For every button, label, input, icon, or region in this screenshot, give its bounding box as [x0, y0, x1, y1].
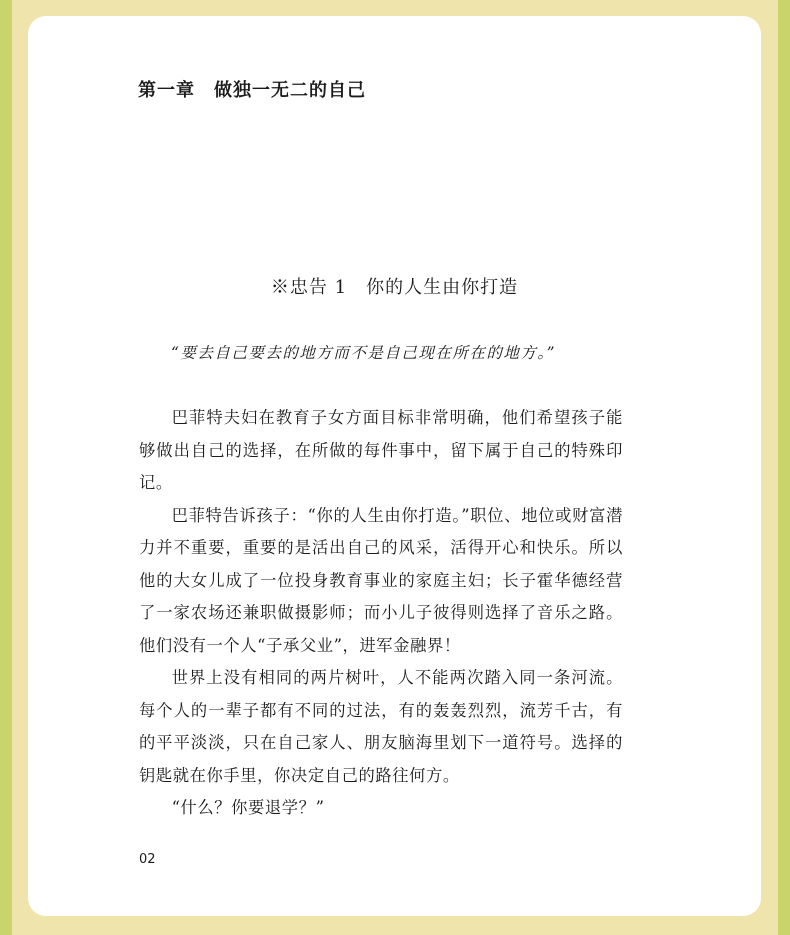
paragraph: 巴菲特告诉孩子：“你的人生由你打造。”职位、地位或财富潜力并不重要，重要的是活出自己的风采，活得开心和快乐。所以他的大女儿成了一位投身教育事业的家庭主妇；长子霍华德经营了一家农场还兼职做摄影师；而小儿子彼得则选择了音乐之路。他们没有一个人“子承父业”，进军金融界！	[139, 505, 623, 655]
paragraph: 巴菲特夫妇在教育子女方面目标非常明确，他们希望孩子能够做出自己的选择，在所做的每件事中，留下属于自己的特殊印记。	[139, 408, 623, 492]
page-number: 02	[139, 852, 156, 867]
book-page	[28, 16, 761, 916]
epigraph-quote: “要去自己要去的地方而不是自己现在所在的地方。”	[171, 344, 557, 362]
section-title: ※忠告 1 你的人生由你打造	[270, 277, 519, 298]
paragraph: “什么？你要退学？”	[171, 798, 325, 817]
paragraph: 世界上没有相同的两片树叶，人不能两次踏入同一条河流。每个人的一辈子都有不同的过法，有的轰轰烈烈，流芳千古，有的平平淡淡，只在自己家人、朋友脑海里划下一道符号。选择的钥匙就在你手里，你决定自己的路往何方。	[139, 668, 623, 785]
page-border-right	[778, 0, 790, 935]
chapter-title: 第一章 做独一无二的自己	[138, 80, 366, 101]
body-text	[139, 402, 623, 825]
page-border-left	[0, 0, 12, 935]
